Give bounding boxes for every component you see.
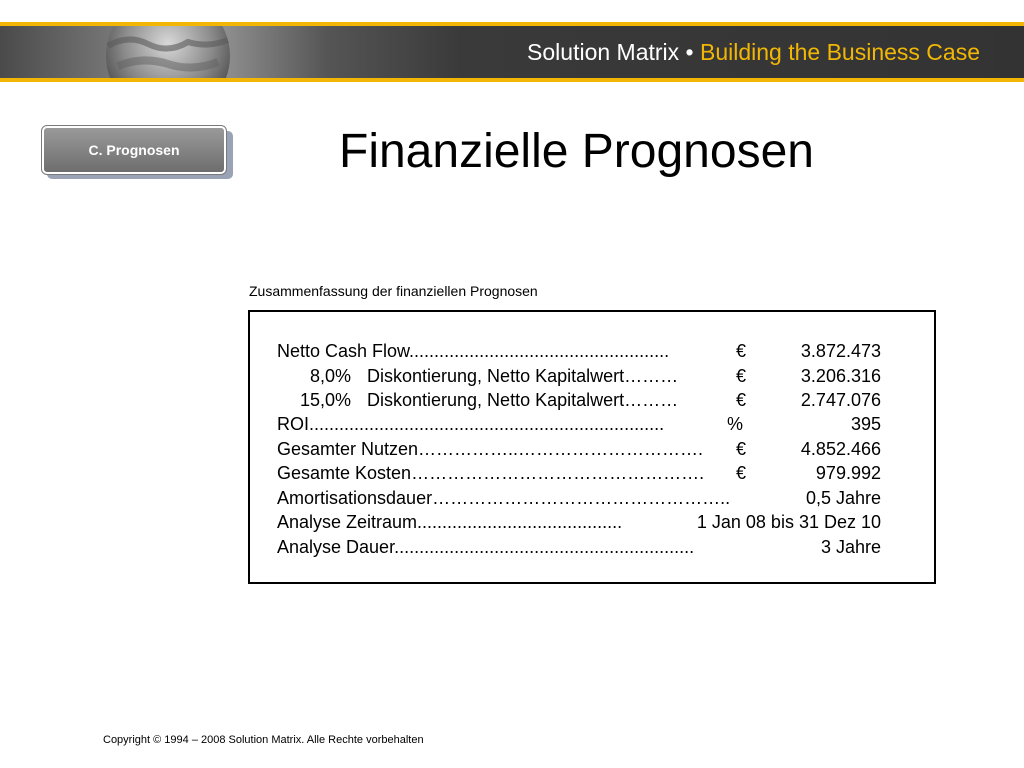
row-value: 3.872.473	[800, 341, 881, 361]
header-banner	[0, 0, 1024, 82]
copyright-footer: Copyright © 1994 – 2008 Solution Matrix. Alle Rechte vorbehalten	[103, 734, 424, 746]
summary-caption: Zusammenfassung der finanziellen Prognosen	[249, 283, 538, 299]
row-unit: €	[735, 439, 746, 459]
row-value: 3 Jahre	[820, 537, 881, 557]
row-label-wrap	[277, 364, 711, 388]
row-label: Gesamte Kosten………………………………………….	[277, 463, 705, 483]
summary-row-gesamter-nutzen	[277, 437, 883, 461]
section-badge-label: C. Prognosen	[42, 126, 226, 174]
row-percent: 8,0%	[309, 366, 351, 386]
row-label: Analyse Zeitraum.........................................	[277, 512, 623, 532]
summary-row-npv-15	[277, 388, 883, 412]
summary-row-gesamte-kosten	[277, 461, 883, 485]
section-badge	[42, 126, 232, 180]
header-title-main: Solution Matrix •	[527, 39, 700, 65]
row-label-wrap	[277, 388, 711, 412]
globe-image	[88, 26, 248, 78]
row-unit: €	[735, 366, 746, 386]
row-label: Diskontierung, Netto Kapitalwert………	[367, 366, 679, 386]
row-label: Gesamter Nutzen……………..………………………….	[277, 439, 704, 459]
row-value: 395	[850, 414, 881, 434]
summary-row-analyse-dauer	[277, 535, 883, 559]
row-label: ROI.......................................................................	[277, 414, 665, 434]
row-value: 1 Jan 08 bis 31 Dez 10	[696, 512, 881, 532]
row-value: 979.992	[815, 463, 881, 483]
row-unit: €	[735, 390, 746, 410]
row-value: 2.747.076	[800, 390, 881, 410]
summary-row-npv-8	[277, 364, 883, 388]
page-title: Finanzielle Prognosen	[339, 125, 814, 178]
row-label: Amortisationsdauer…………………………………………..	[277, 488, 731, 508]
summary-row-roi	[277, 412, 883, 436]
row-value: 0,5 Jahre	[805, 488, 881, 508]
summary-row-netto-cash-flow	[277, 339, 883, 363]
row-value: 3.206.316	[800, 366, 881, 386]
row-unit: €	[735, 341, 746, 361]
summary-row-analyse-zeitraum	[277, 510, 883, 534]
row-label: Netto Cash Flow....................................................	[277, 341, 670, 361]
row-label: Diskontierung, Netto Kapitalwert………	[367, 390, 679, 410]
row-unit: %	[726, 414, 743, 434]
header-title-accent: Building the Business Case	[700, 39, 980, 65]
row-percent: 15,0%	[299, 390, 351, 410]
row-value: 4.852.466	[800, 439, 881, 459]
header-title	[527, 38, 980, 66]
row-label: Analyse Dauer............................................................	[277, 537, 695, 557]
summary-row-amortisationsdauer	[277, 486, 883, 510]
header-bottom-stripe	[0, 78, 1024, 82]
row-unit: €	[735, 463, 746, 483]
